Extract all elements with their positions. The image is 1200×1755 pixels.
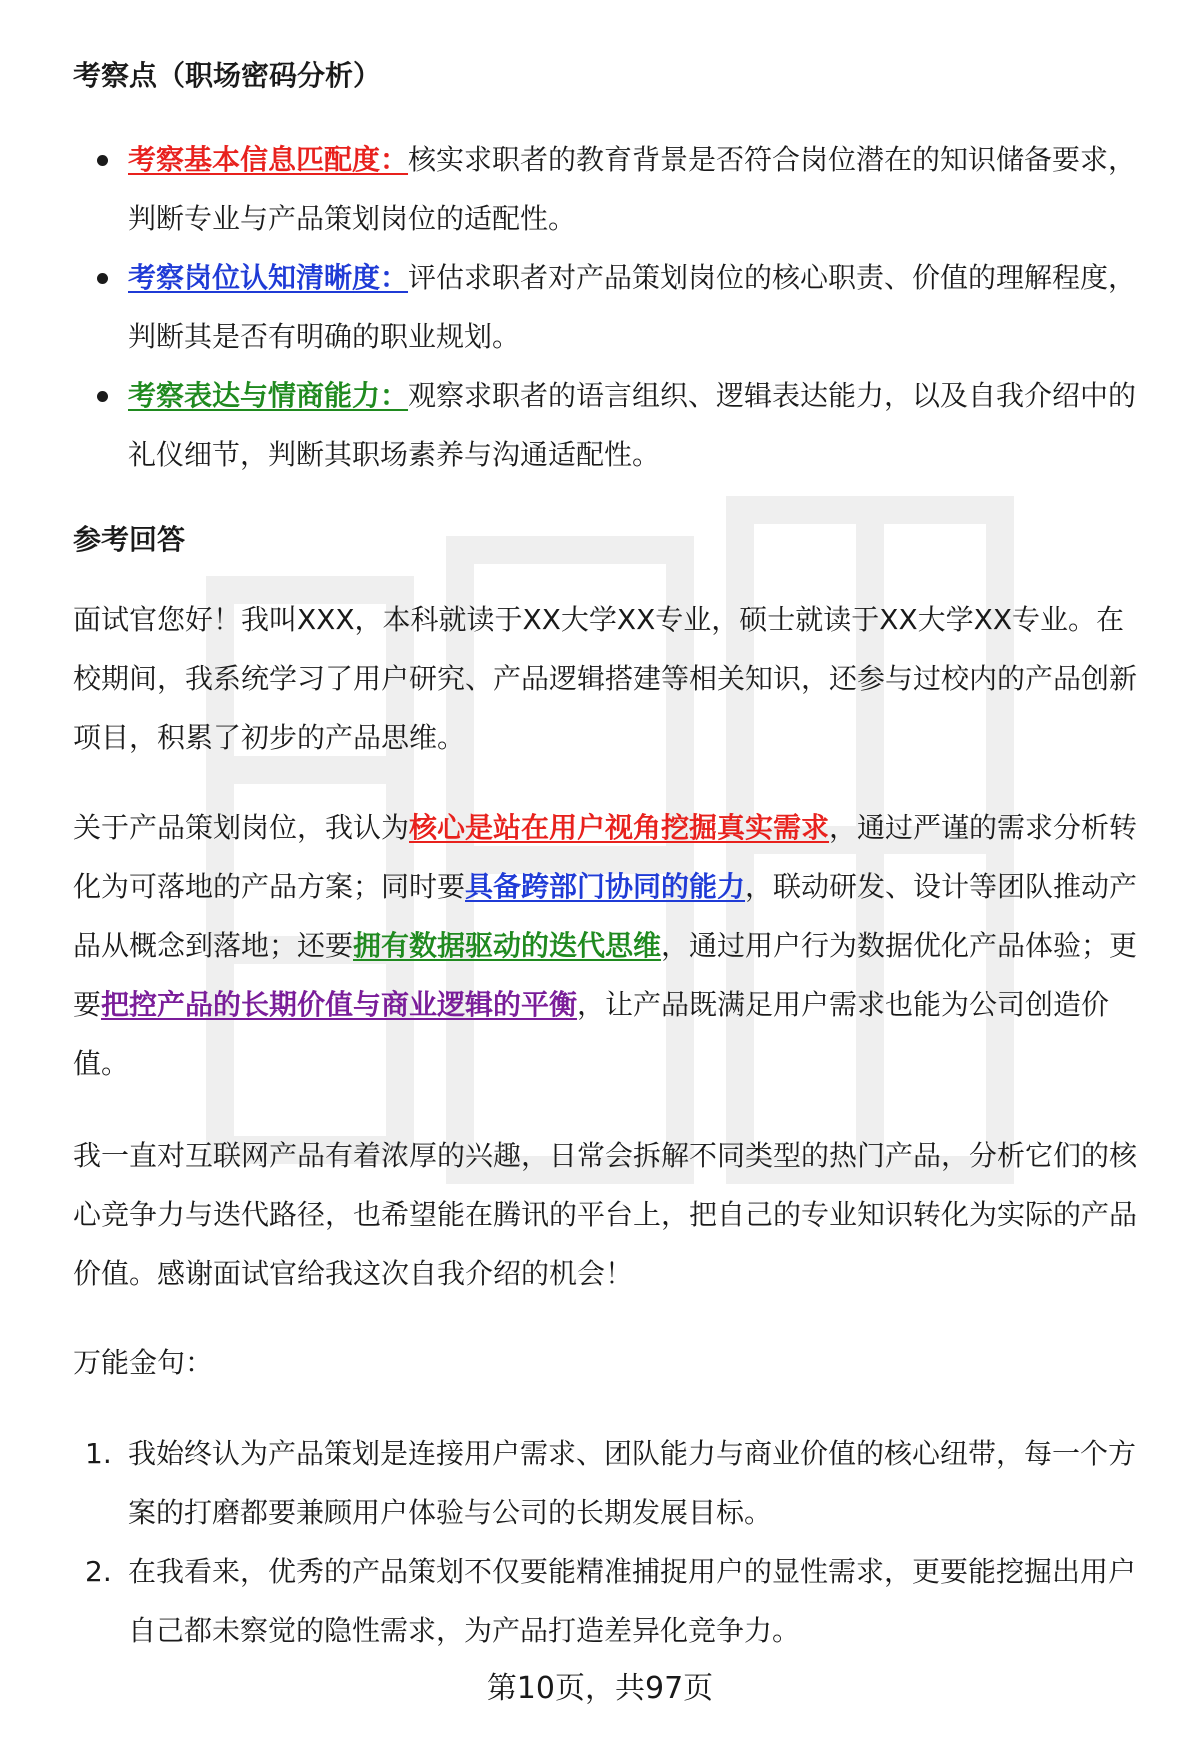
highlight-keyword: 拥有数据驱动的迭代思维 — [353, 929, 662, 962]
list-item-text: 我始终认为产品策划是连接用户需求、团队能力与商业价值的核心纽带，每一个方案的打磨都要兼顾用户体验与公司的长期发展目标。 — [128, 1437, 1137, 1529]
highlight-keyword: 核心是站在用户视角挖掘真实需求 — [409, 811, 830, 844]
bullet-text: 观察求职者的语言组织、逻辑表达能力，以及自我介绍中的礼仪细节，判断其职场素养与沟通适配性。 — [128, 379, 1137, 471]
list-number: 1. — [85, 1437, 112, 1470]
paragraph-text: ，通过严谨的需求分析转化为可落地的产品方案；同时要 — [73, 811, 1138, 903]
list-item — [73, 248, 1148, 366]
bullet-text: 评估求职者对产品策划岗位的核心职责、价值的理解程度，判断其是否有明确的职业规划。 — [128, 261, 1137, 353]
golden-sentences-list — [73, 1424, 1148, 1660]
list-item — [73, 130, 1148, 248]
assessment-bullet-list — [73, 130, 1148, 484]
list-item — [73, 1542, 1148, 1660]
list-item-text: 在我看来，优秀的产品策划不仅要能精准捕捉用户的显性需求，更要能挖掘出用户自己都未察觉的隐性需求，为产品打造差异化竞争力。 — [128, 1555, 1137, 1647]
paragraph-text: ，让产品既满足用户需求也能为公司创造价值。 — [73, 988, 1110, 1080]
section-title-assessment: 考察点（职场密码分析） — [73, 59, 382, 92]
list-number: 2. — [85, 1555, 112, 1588]
answer-paragraph-role — [73, 798, 1148, 1093]
section-title-reference-answer: 参考回答 — [73, 523, 186, 556]
bullet-keyword: 考察基本信息匹配度： — [128, 143, 409, 176]
golden-sentences-label: 万能金句： — [73, 1346, 214, 1379]
bullet-dot-icon — [97, 155, 108, 166]
bullet-text: 核实求职者的教育背景是否符合岗位潜在的知识储备要求，判断专业与产品策划岗位的适配性。 — [128, 143, 1137, 235]
paragraph-text: ，通过用户行为数据优化产品体验；更要 — [73, 929, 1138, 1021]
bullet-keyword: 考察表达与情商能力： — [128, 379, 409, 412]
answer-paragraph-interest: 我一直对互联网产品有着浓厚的兴趣，日常会拆解不同类型的热门产品，分析它们的核心竞争力与迭代路径，也希望能在腾讯的平台上，把自己的专业知识转化为实际的产品价值。感谢面试官给我这次自我介绍的机会！ — [73, 1139, 1138, 1290]
page-number-footer: 第10页，共97页 — [486, 1671, 714, 1706]
bullet-keyword: 考察岗位认知清晰度： — [128, 261, 409, 294]
paragraph-text: 关于产品策划岗位，我认为 — [73, 811, 410, 844]
highlight-keyword: 把控产品的长期价值与商业逻辑的平衡 — [101, 988, 578, 1021]
list-item — [73, 1424, 1148, 1542]
bullet-dot-icon — [97, 391, 108, 402]
paragraph-text: ，联动研发、设计等团队推动产品从概念到落地；还要 — [73, 870, 1138, 962]
list-item — [73, 366, 1148, 484]
answer-paragraph-intro: 面试官您好！我叫XXX，本科就读于XX大学XX专业，硕士就读于XX大学XX专业。在校期间，我系统学习了用户研究、产品逻辑搭建等相关知识，还参与过校内的产品创新项目，积累了初步的产品思维。 — [73, 603, 1138, 754]
bullet-dot-icon — [97, 273, 108, 284]
highlight-keyword: 具备跨部门协同的能力 — [465, 870, 746, 903]
